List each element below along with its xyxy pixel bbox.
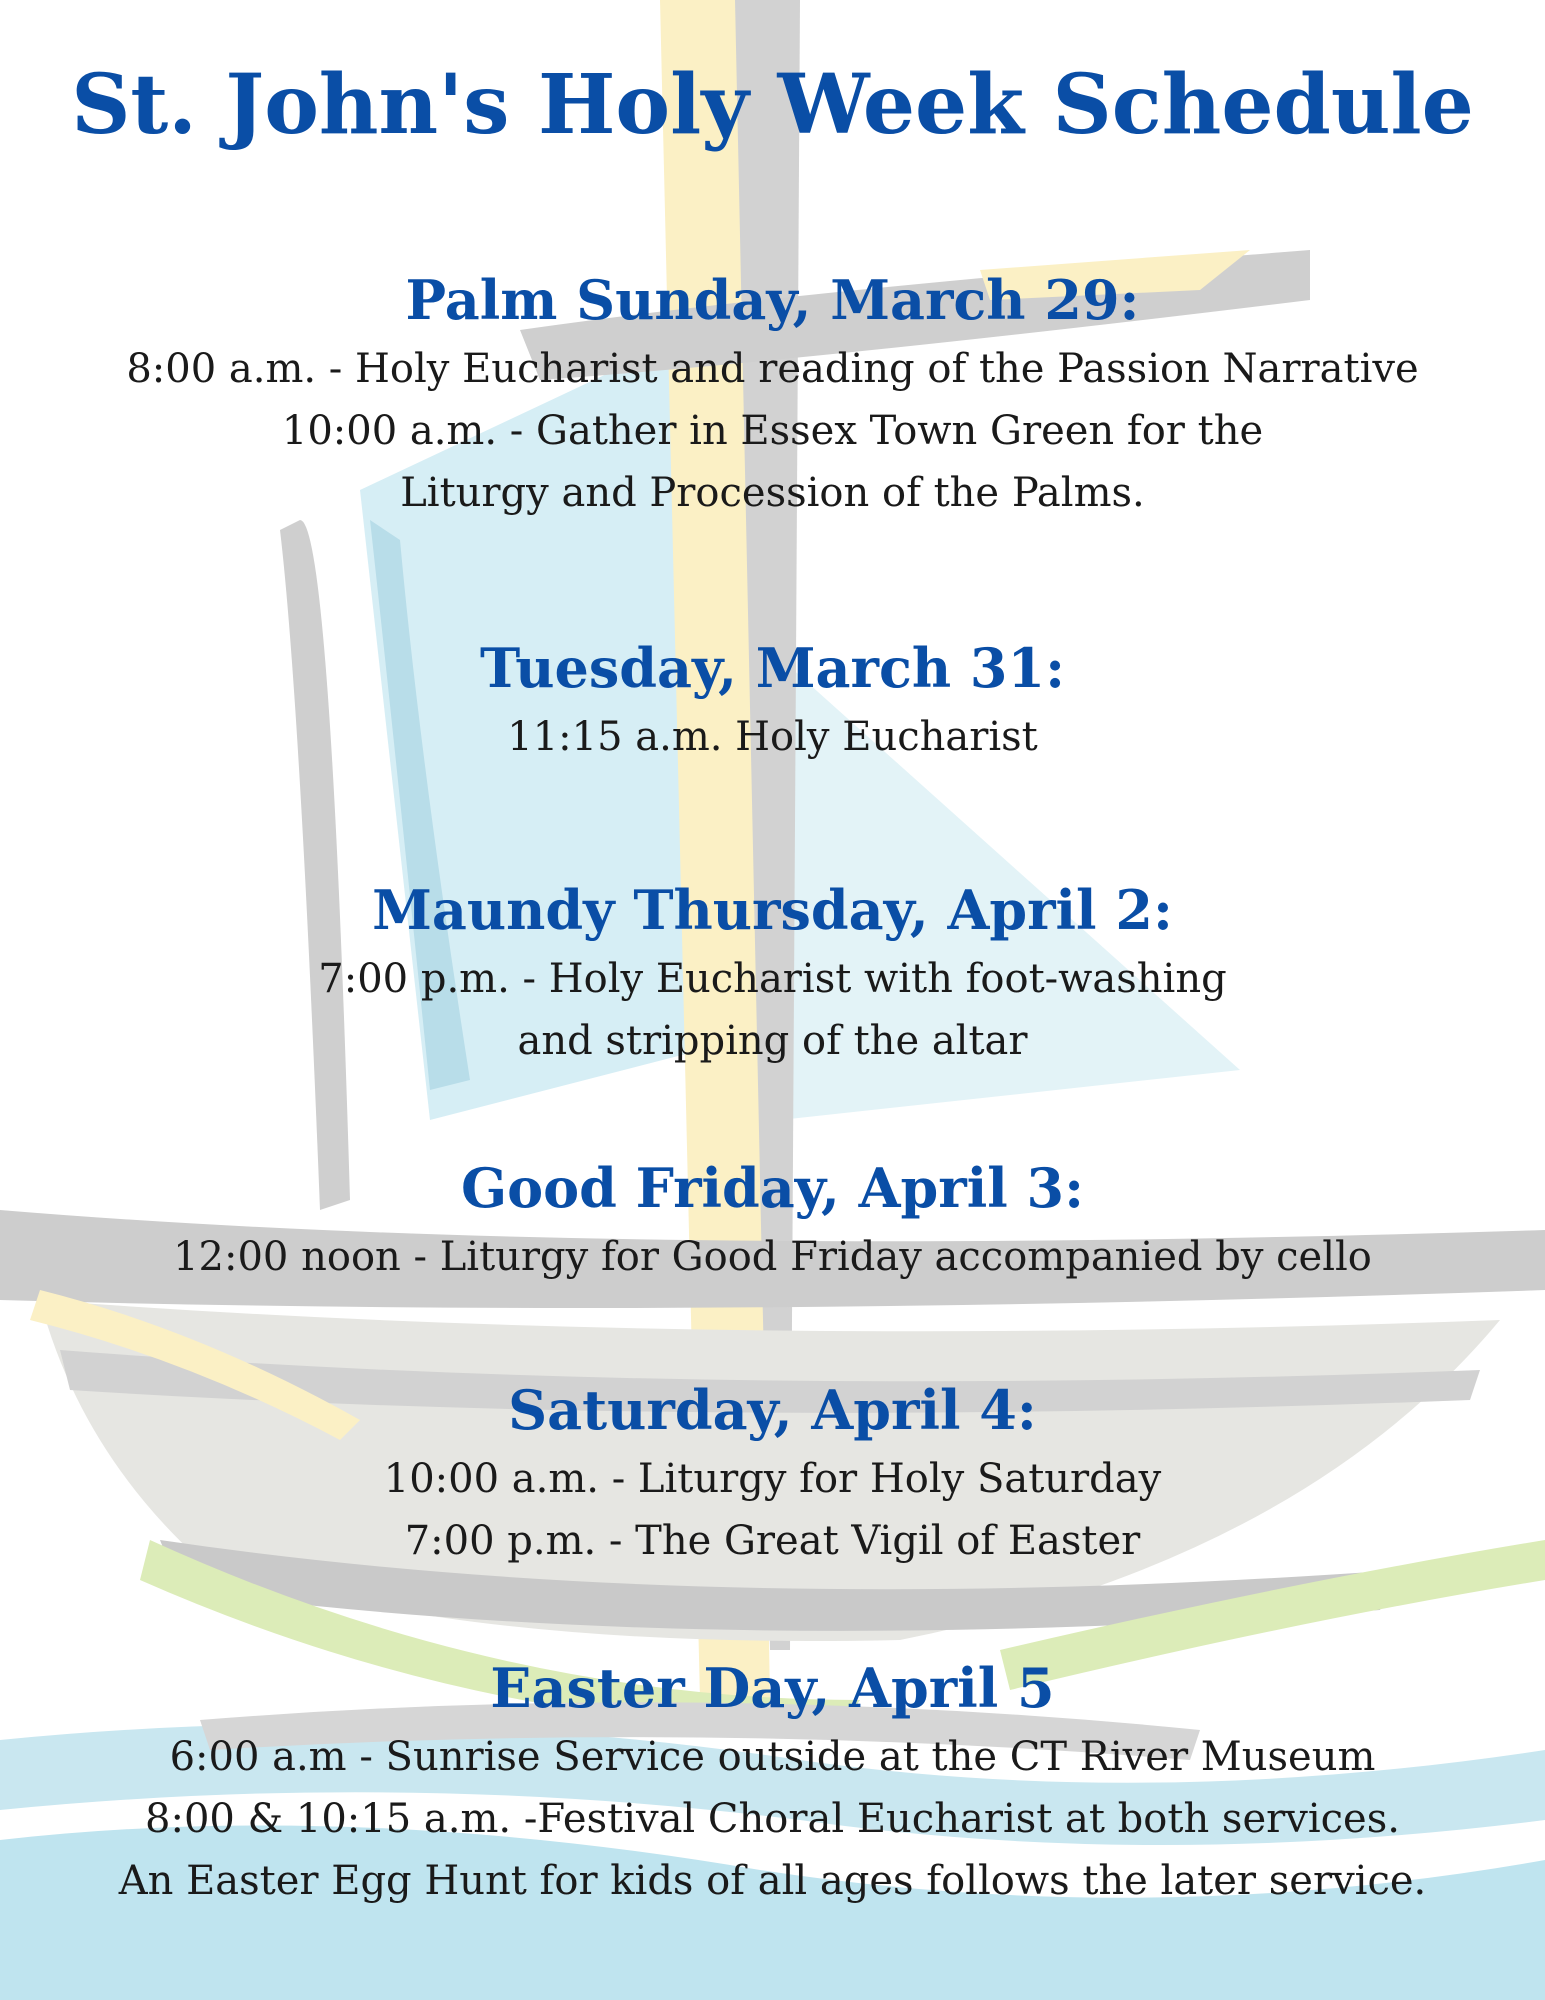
schedule-line: 6:00 a.m - Sunrise Service outside at the CT River Museum: [169, 1734, 1376, 1780]
section-maundy-thursday: [0, 872, 1545, 1072]
section-saturday: [0, 1372, 1545, 1572]
section-good-friday: [0, 1150, 1545, 1288]
schedule-line: 8:00 & 10:15 a.m. -Festival Choral Eucharist at both services.: [145, 1796, 1400, 1842]
section-heading: Saturday, April 4:: [508, 1378, 1037, 1442]
schedule-line: 7:00 p.m. - The Great Vigil of Easter: [404, 1518, 1141, 1564]
schedule-line: 8:00 a.m. - Holy Eucharist and reading of the Passion Narrative: [126, 346, 1419, 392]
section-easter-day: [0, 1650, 1545, 1912]
section-heading: Palm Sunday, March 29:: [405, 268, 1140, 332]
schedule-line: 11:15 a.m. Holy Eucharist: [507, 714, 1038, 760]
section-heading: Tuesday, March 31:: [479, 636, 1066, 700]
section-heading: Good Friday, April 3:: [460, 1156, 1085, 1220]
schedule-line: 12:00 noon - Liturgy for Good Friday accompanied by cello: [173, 1234, 1372, 1280]
section-palm-sunday: [0, 262, 1545, 524]
schedule-line: 7:00 p.m. - Holy Eucharist with foot-washing: [318, 956, 1227, 1002]
section-heading: Easter Day, April 5: [490, 1656, 1055, 1720]
schedule-line: 10:00 a.m. - Gather in Essex Town Green for the: [281, 408, 1264, 454]
page-title: St. John's Holy Week Schedule: [71, 57, 1474, 153]
schedule-line: An Easter Egg Hunt for kids of all ages follows the later service.: [118, 1858, 1427, 1904]
section-heading: Maundy Thursday, April 2:: [372, 878, 1173, 942]
schedule-line: 10:00 a.m. - Liturgy for Holy Saturday: [383, 1456, 1162, 1502]
schedule-line: and stripping of the altar: [517, 1018, 1028, 1064]
section-tuesday: [0, 630, 1545, 768]
schedule-line: Liturgy and Procession of the Palms.: [400, 470, 1145, 516]
